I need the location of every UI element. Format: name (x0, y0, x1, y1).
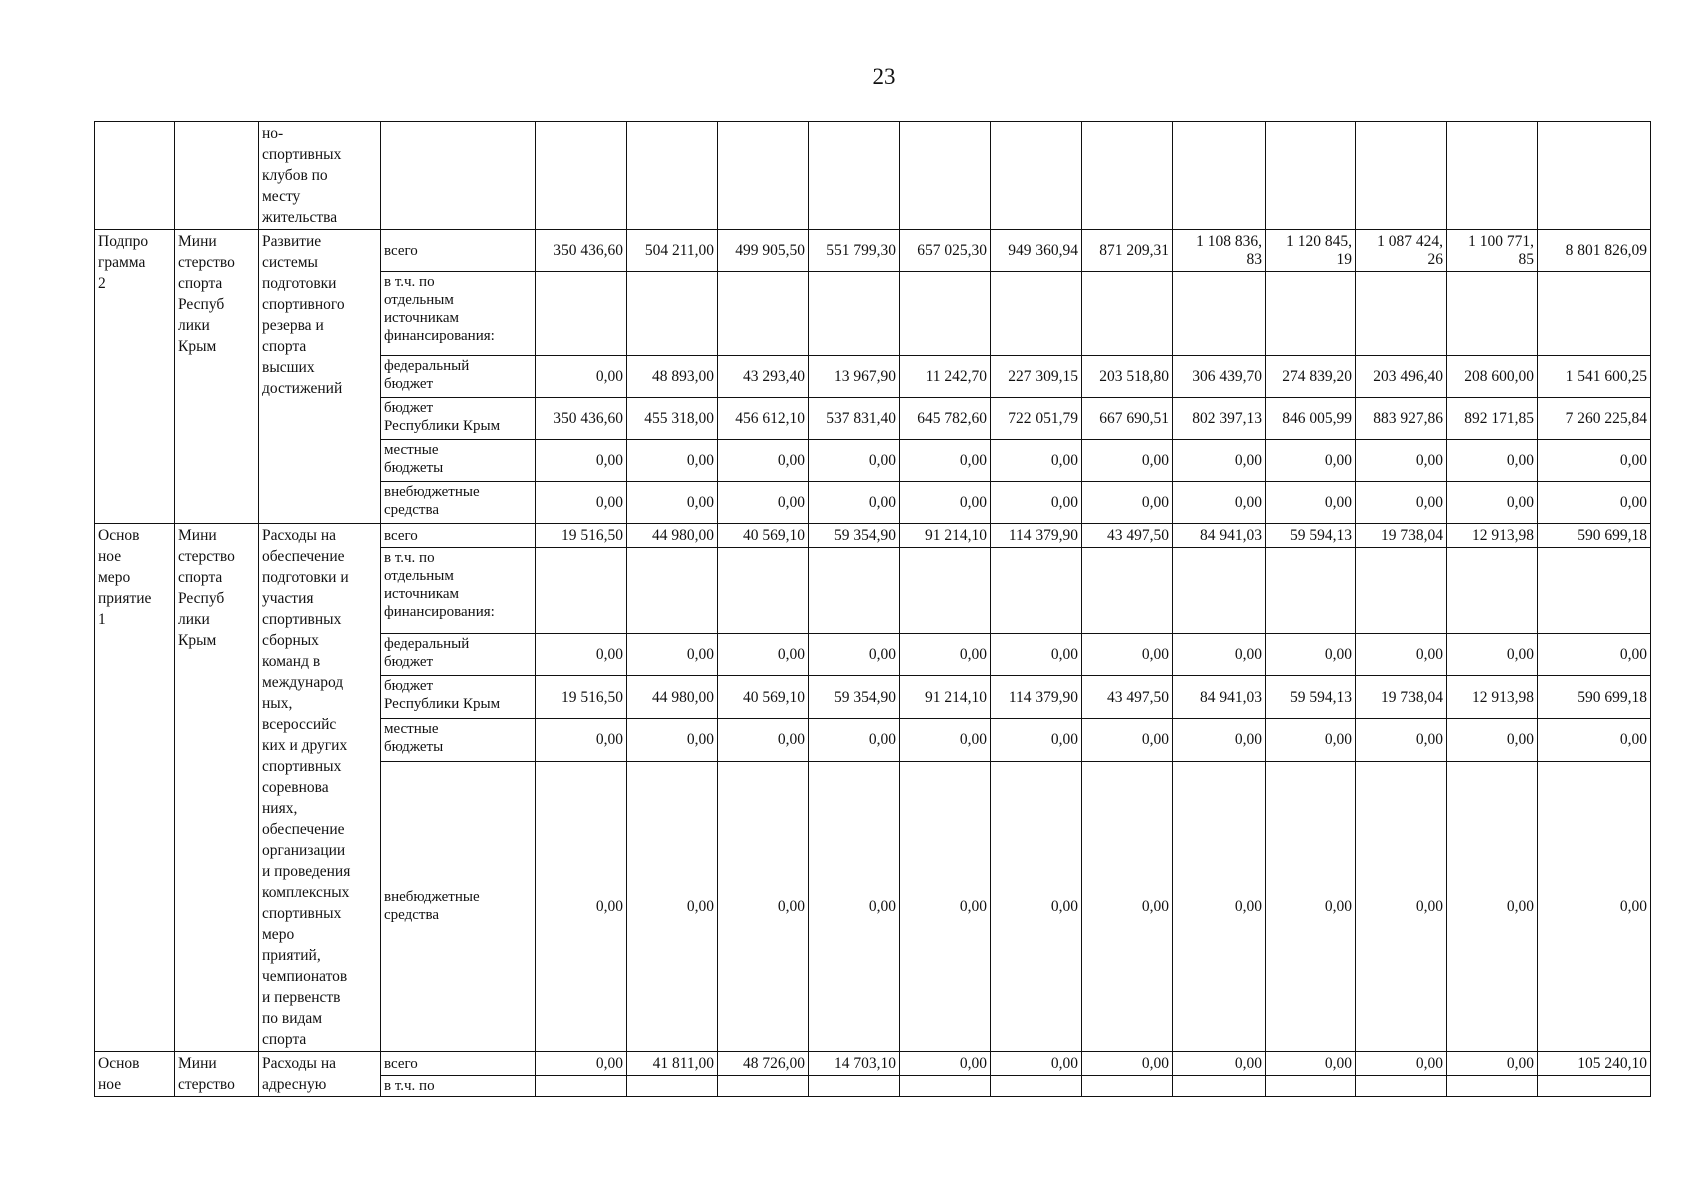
value-cell: 846 005,99 (1266, 398, 1356, 440)
value-cell: 0,00 (1447, 761, 1538, 1051)
executor-cell (175, 122, 259, 230)
budget-table (94, 121, 1651, 1097)
value-cell: 41 811,00 (627, 1052, 718, 1076)
value-cell: 59 594,13 (1266, 524, 1356, 548)
value-cell: 0,00 (1266, 761, 1356, 1051)
value-cell: 0,00 (627, 440, 718, 482)
value-cell: 504 211,00 (627, 230, 718, 272)
value-cell (381, 122, 536, 230)
source-label: в т.ч. по отдельным источникам финансирования: (381, 272, 536, 356)
value-cell: 949 360,94 (991, 230, 1082, 272)
value-cell: 114 379,90 (991, 524, 1082, 548)
value-cell: 7 260 225,84 (1538, 398, 1651, 440)
value-cell: 1 541 600,25 (1538, 356, 1651, 398)
value-cell: 0,00 (1173, 482, 1266, 524)
value-cell: 0,00 (1266, 718, 1356, 761)
source-label: бюджет Республики Крым (381, 676, 536, 719)
value-cell (809, 272, 900, 356)
value-cell: 667 690,51 (1082, 398, 1173, 440)
value-cell: 0,00 (809, 718, 900, 761)
value-cell: 43 293,40 (718, 356, 809, 398)
value-cell: 0,00 (1173, 761, 1266, 1051)
value-cell: 0,00 (1173, 718, 1266, 761)
value-cell: 537 831,40 (809, 398, 900, 440)
executor: Мини стерство (175, 1052, 259, 1097)
value-cell: 0,00 (1447, 718, 1538, 761)
executor: Мини стерство спорта Респуб лики Крым (175, 230, 259, 524)
code-cell (95, 122, 175, 230)
value-cell (536, 1076, 627, 1097)
value-cell: 19 738,04 (1356, 676, 1447, 719)
value-cell: 0,00 (1356, 761, 1447, 1051)
value-cell: 0,00 (536, 1052, 627, 1076)
value-cell (536, 122, 627, 230)
value-cell: 0,00 (900, 482, 991, 524)
value-cell: 11 242,70 (900, 356, 991, 398)
value-cell (1082, 272, 1173, 356)
value-cell: 1 087 424, 26 (1356, 230, 1447, 272)
value-cell: 0,00 (1082, 482, 1173, 524)
program-description: Расходы на обеспечение подготовки и участия спортивных сборных команд в международ ных, всероссийс ких и других спортивных соревнова ниях, обеспечение организации и проведения комплексных спортивных меро приятий, чемпионатов и первенств по видам спорта (259, 524, 381, 1052)
value-cell: 59 594,13 (1266, 676, 1356, 719)
value-cell: 0,00 (809, 482, 900, 524)
program-code: Подпро грамма 2 (95, 230, 175, 524)
table-row (95, 122, 1651, 230)
value-cell (991, 1076, 1082, 1097)
value-cell: 0,00 (718, 482, 809, 524)
executor: Мини стерство спорта Респуб лики Крым (175, 524, 259, 1052)
value-cell: 12 913,98 (1447, 524, 1538, 548)
value-cell: 456 612,10 (718, 398, 809, 440)
value-cell: 0,00 (991, 482, 1082, 524)
value-cell: 8 801 826,09 (1538, 230, 1651, 272)
value-cell: 0,00 (991, 761, 1082, 1051)
value-cell: 0,00 (1447, 440, 1538, 482)
value-cell (627, 122, 718, 230)
value-cell: 43 497,50 (1082, 524, 1173, 548)
value-cell: 91 214,10 (900, 676, 991, 719)
value-cell: 0,00 (900, 761, 991, 1051)
value-cell: 455 318,00 (627, 398, 718, 440)
value-cell: 0,00 (991, 1052, 1082, 1076)
value-cell (900, 548, 991, 633)
value-cell: 14 703,10 (809, 1052, 900, 1076)
value-cell (809, 122, 900, 230)
value-cell: 645 782,60 (900, 398, 991, 440)
table-row (95, 1052, 1651, 1076)
value-cell: 0,00 (627, 718, 718, 761)
value-cell: 0,00 (536, 482, 627, 524)
value-cell: 0,00 (627, 761, 718, 1051)
value-cell: 84 941,03 (1173, 676, 1266, 719)
source-label: федеральный бюджет (381, 633, 536, 676)
value-cell: 0,00 (991, 633, 1082, 676)
value-cell (1356, 122, 1447, 230)
value-cell (1356, 272, 1447, 356)
value-cell: 657 025,30 (900, 230, 991, 272)
value-cell: 551 799,30 (809, 230, 900, 272)
value-cell: 203 518,80 (1082, 356, 1173, 398)
value-cell: 0,00 (627, 633, 718, 676)
value-cell: 892 171,85 (1447, 398, 1538, 440)
value-cell: 44 980,00 (627, 676, 718, 719)
value-cell: 208 600,00 (1447, 356, 1538, 398)
value-cell: 0,00 (1266, 482, 1356, 524)
value-cell: 0,00 (1173, 440, 1266, 482)
value-cell: 0,00 (1173, 1052, 1266, 1076)
value-cell (1447, 548, 1538, 633)
value-cell: 44 980,00 (627, 524, 718, 548)
value-cell (1173, 272, 1266, 356)
value-cell: 499 905,50 (718, 230, 809, 272)
value-cell: 1 108 836, 83 (1173, 230, 1266, 272)
value-cell: 0,00 (900, 718, 991, 761)
value-cell: 0,00 (1082, 440, 1173, 482)
value-cell: 0,00 (1082, 761, 1173, 1051)
source-label: бюджет Республики Крым (381, 398, 536, 440)
value-cell (1266, 122, 1356, 230)
value-cell: 306 439,70 (1173, 356, 1266, 398)
page-number: 23 (872, 64, 896, 89)
value-cell: 0,00 (1266, 633, 1356, 676)
source-label: местные бюджеты (381, 718, 536, 761)
value-cell: 0,00 (536, 633, 627, 676)
value-cell: 0,00 (1538, 482, 1651, 524)
value-cell: 0,00 (1356, 1052, 1447, 1076)
value-cell: 350 436,60 (536, 398, 627, 440)
value-cell (1266, 1076, 1356, 1097)
value-cell: 0,00 (900, 440, 991, 482)
value-cell: 48 893,00 (627, 356, 718, 398)
value-cell (1538, 122, 1651, 230)
value-cell (1082, 548, 1173, 633)
value-cell: 84 941,03 (1173, 524, 1266, 548)
value-cell: 227 309,15 (991, 356, 1082, 398)
program-code: Основ ное (95, 1052, 175, 1097)
source-label: всего (381, 1052, 536, 1076)
value-cell: 0,00 (536, 440, 627, 482)
value-cell: 59 354,90 (809, 524, 900, 548)
source-label: федеральный бюджет (381, 356, 536, 398)
value-cell: 0,00 (1447, 1052, 1538, 1076)
value-cell: 0,00 (1266, 1052, 1356, 1076)
value-cell (718, 1076, 809, 1097)
source-label: в т.ч. по (381, 1076, 536, 1097)
value-cell: 0,00 (1266, 440, 1356, 482)
value-cell: 0,00 (809, 440, 900, 482)
value-cell: 12 913,98 (1447, 676, 1538, 719)
value-cell: 802 397,13 (1173, 398, 1266, 440)
value-cell: 59 354,90 (809, 676, 900, 719)
value-cell: 1 120 845, 19 (1266, 230, 1356, 272)
value-cell: 0,00 (1356, 633, 1447, 676)
value-cell (1538, 272, 1651, 356)
value-cell: 0,00 (809, 633, 900, 676)
source-label: всего (381, 524, 536, 548)
value-cell (627, 548, 718, 633)
value-cell (1447, 272, 1538, 356)
value-cell: 0,00 (991, 718, 1082, 761)
value-cell: 0,00 (1356, 440, 1447, 482)
value-cell: 114 379,90 (991, 676, 1082, 719)
value-cell (809, 1076, 900, 1097)
program-description: Развитие системы подготовки спортивного резерва и спорта высших достижений (259, 230, 381, 524)
value-cell: 40 569,10 (718, 524, 809, 548)
value-cell: 722 051,79 (991, 398, 1082, 440)
value-cell: 0,00 (1356, 718, 1447, 761)
value-cell: 0,00 (536, 761, 627, 1051)
value-cell: 19 516,50 (536, 524, 627, 548)
value-cell (900, 122, 991, 230)
source-label: местные бюджеты (381, 440, 536, 482)
value-cell (1538, 548, 1651, 633)
value-cell: 19 738,04 (1356, 524, 1447, 548)
value-cell: 40 569,10 (718, 676, 809, 719)
value-cell: 0,00 (991, 440, 1082, 482)
value-cell: 91 214,10 (900, 524, 991, 548)
value-cell: 0,00 (809, 761, 900, 1051)
value-cell: 19 516,50 (536, 676, 627, 719)
value-cell: 0,00 (1538, 440, 1651, 482)
source-label: внебюджетные средства (381, 482, 536, 524)
value-cell (1266, 272, 1356, 356)
value-cell (536, 272, 627, 356)
value-cell: 1 100 771, 85 (1447, 230, 1538, 272)
value-cell: 0,00 (900, 633, 991, 676)
value-cell: 203 496,40 (1356, 356, 1447, 398)
value-cell: 0,00 (1082, 1052, 1173, 1076)
value-cell: 13 967,90 (809, 356, 900, 398)
value-cell (718, 548, 809, 633)
table-row (95, 524, 1651, 548)
value-cell: 871 209,31 (1082, 230, 1173, 272)
value-cell (1173, 548, 1266, 633)
table-row (95, 230, 1651, 272)
value-cell: 0,00 (1538, 633, 1651, 676)
value-cell (1266, 548, 1356, 633)
value-cell: 0,00 (1538, 761, 1651, 1051)
value-cell: 0,00 (1356, 482, 1447, 524)
value-cell (1173, 122, 1266, 230)
source-label: всего (381, 230, 536, 272)
value-cell (627, 1076, 718, 1097)
value-cell (1356, 1076, 1447, 1097)
program-description: Расходы на адресную (259, 1052, 381, 1097)
value-cell: 0,00 (536, 718, 627, 761)
value-cell: 0,00 (536, 356, 627, 398)
program-code: Основ ное меро приятие 1 (95, 524, 175, 1052)
value-cell (1447, 122, 1538, 230)
value-cell: 0,00 (1082, 633, 1173, 676)
value-cell: 43 497,50 (1082, 676, 1173, 719)
value-cell (1173, 1076, 1266, 1097)
source-label: в т.ч. по отдельным источникам финансирования: (381, 548, 536, 633)
value-cell: 0,00 (718, 440, 809, 482)
value-cell: 590 699,18 (1538, 676, 1651, 719)
source-label: внебюджетные средства (381, 761, 536, 1051)
value-cell: 105 240,10 (1538, 1052, 1651, 1076)
value-cell: 0,00 (1447, 633, 1538, 676)
value-cell: 0,00 (1082, 718, 1173, 761)
value-cell: 0,00 (1173, 633, 1266, 676)
value-cell (900, 272, 991, 356)
value-cell (991, 122, 1082, 230)
value-cell (900, 1076, 991, 1097)
value-cell: 0,00 (1447, 482, 1538, 524)
value-cell: 0,00 (718, 761, 809, 1051)
value-cell: 590 699,18 (1538, 524, 1651, 548)
value-cell: 48 726,00 (718, 1052, 809, 1076)
value-cell: 274 839,20 (1266, 356, 1356, 398)
value-cell: 883 927,86 (1356, 398, 1447, 440)
value-cell: 0,00 (1538, 718, 1651, 761)
description-cell: но- спортивных клубов по месту жительства (259, 122, 381, 230)
value-cell (1082, 1076, 1173, 1097)
value-cell (1538, 1076, 1651, 1097)
value-cell (1082, 122, 1173, 230)
value-cell (1356, 548, 1447, 633)
value-cell (627, 272, 718, 356)
value-cell: 0,00 (900, 1052, 991, 1076)
value-cell (809, 548, 900, 633)
value-cell (536, 548, 627, 633)
value-cell (991, 272, 1082, 356)
value-cell: 350 436,60 (536, 230, 627, 272)
value-cell: 0,00 (718, 718, 809, 761)
value-cell (718, 272, 809, 356)
value-cell (718, 122, 809, 230)
value-cell (1447, 1076, 1538, 1097)
budget-table-body (95, 122, 1651, 1097)
value-cell: 0,00 (627, 482, 718, 524)
value-cell: 0,00 (718, 633, 809, 676)
value-cell (991, 548, 1082, 633)
